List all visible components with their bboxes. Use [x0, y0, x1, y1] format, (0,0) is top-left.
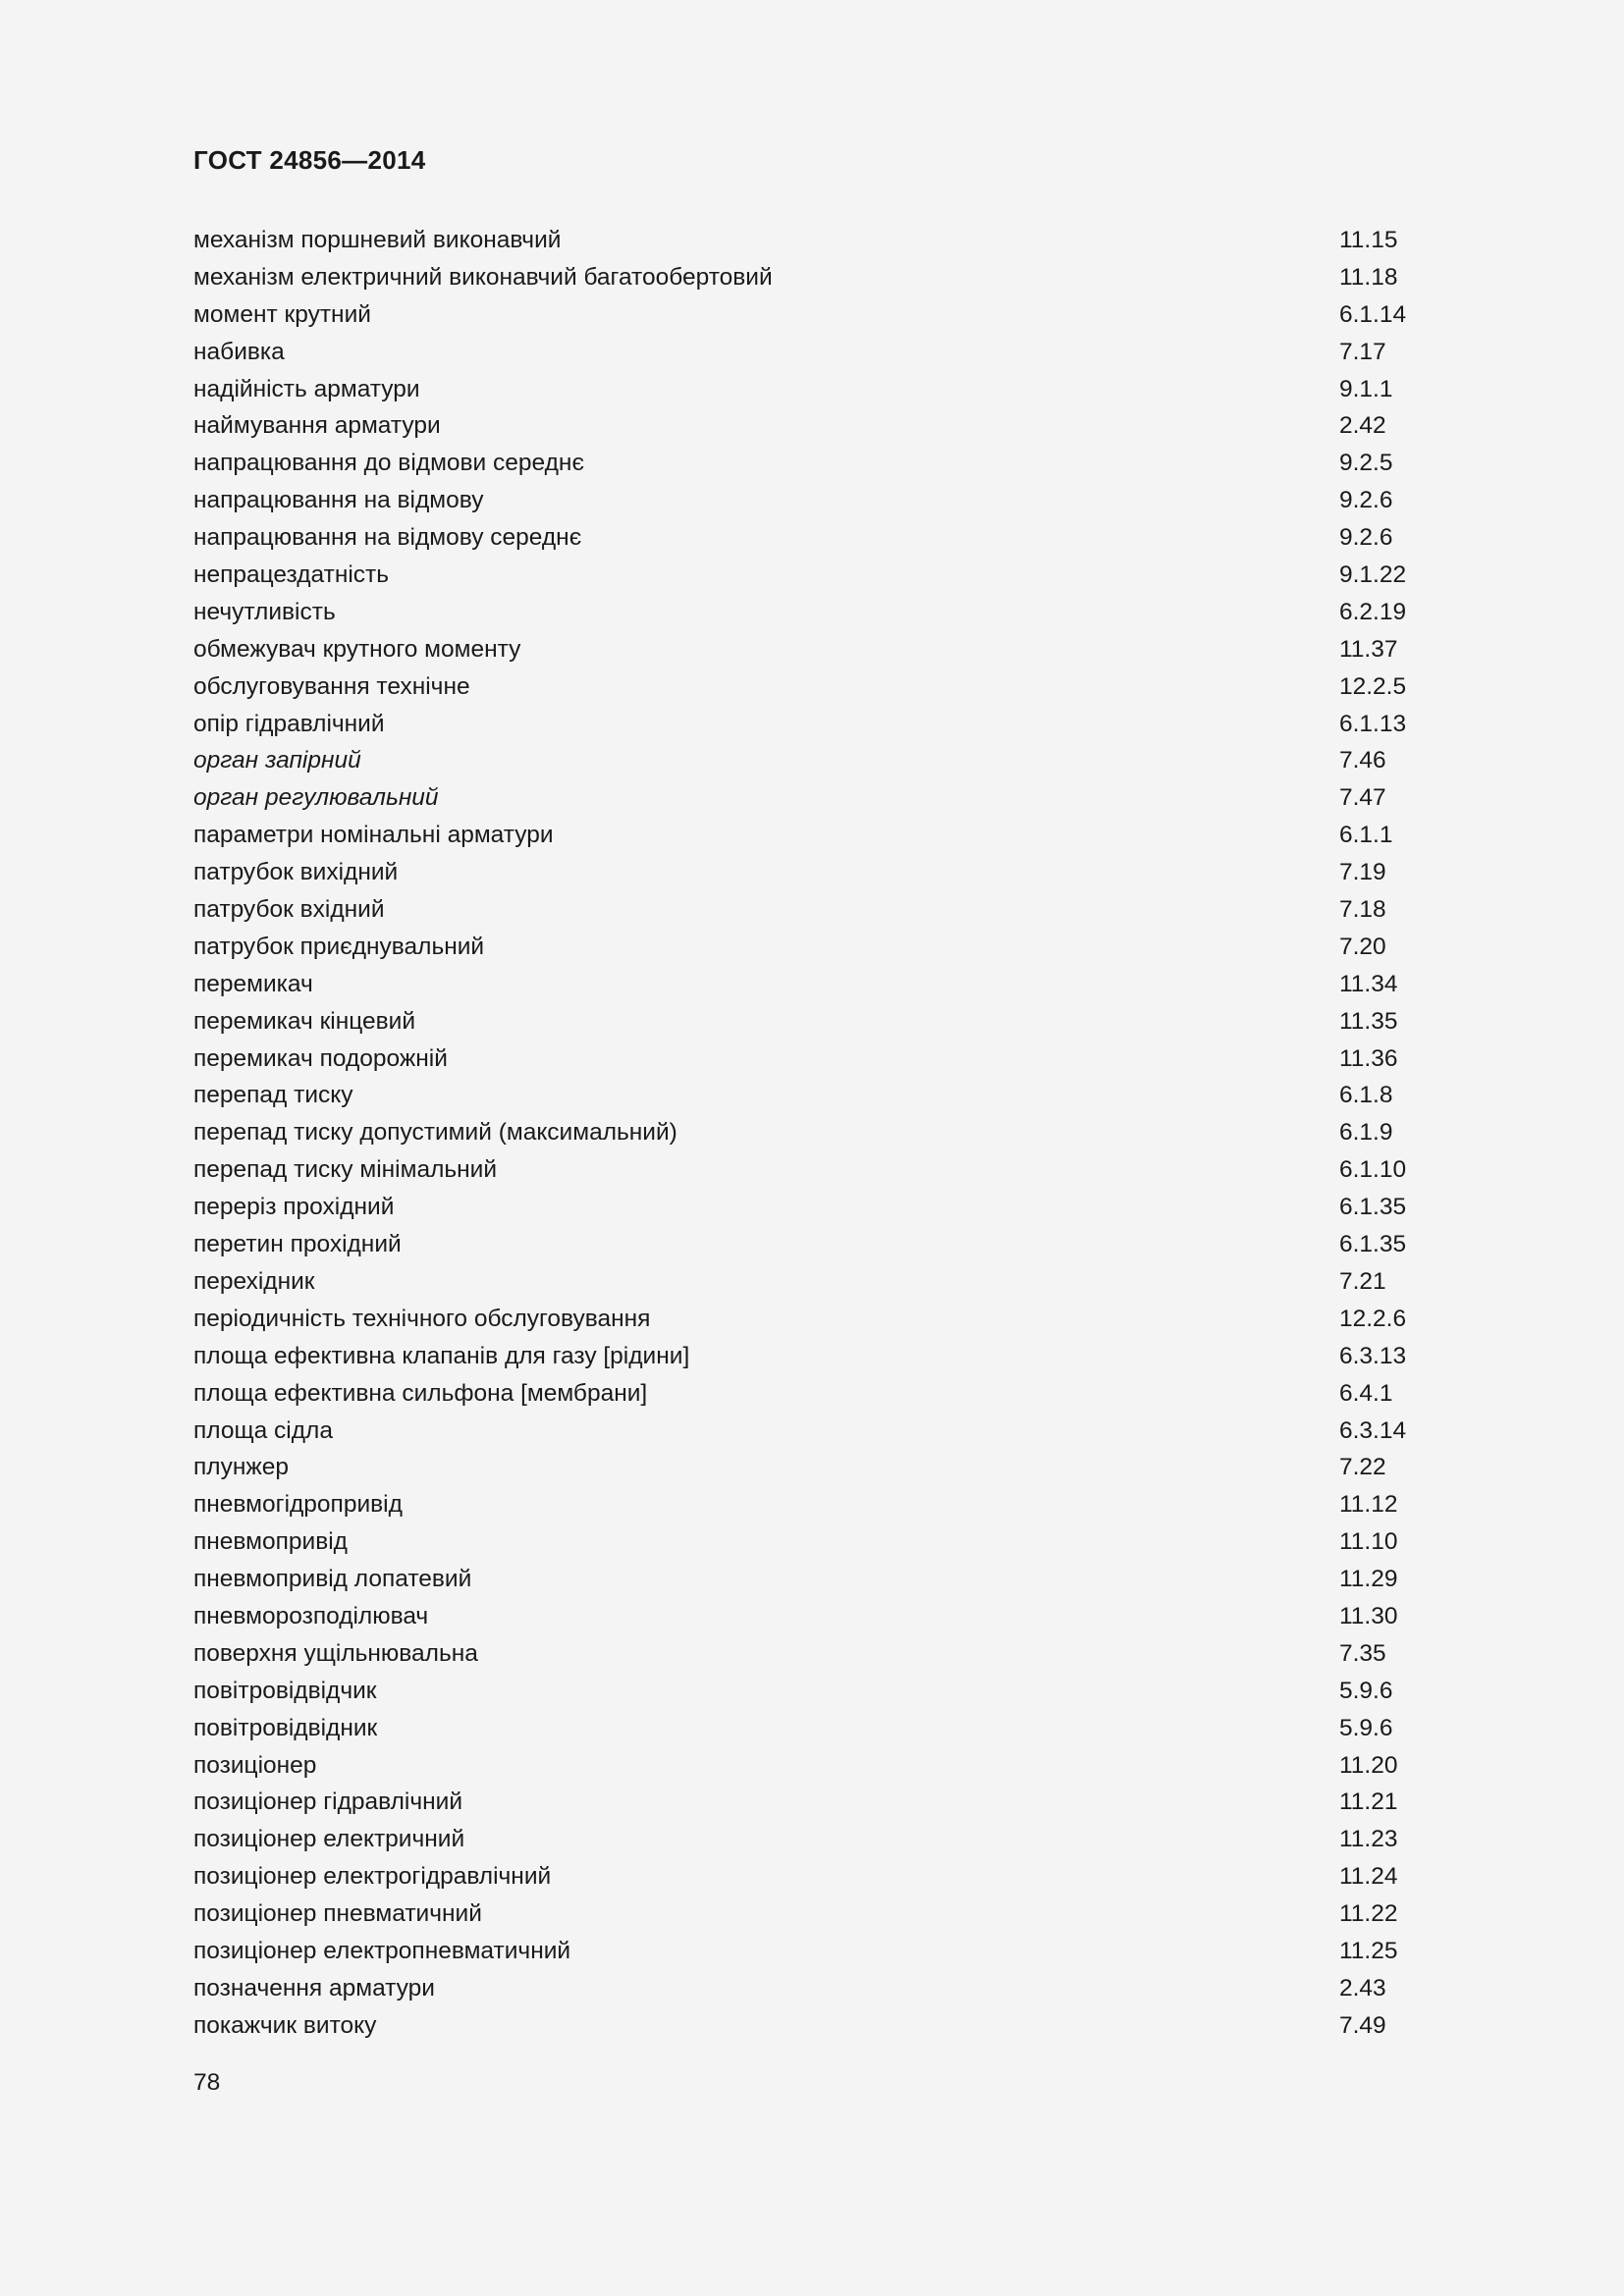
index-term: позиціонер гідравлічний	[193, 1789, 463, 1816]
section-reference: 5.9.6	[1339, 1677, 1393, 1704]
index-entry	[193, 891, 1431, 929]
index-entry	[193, 1077, 1431, 1114]
index-entry	[193, 706, 1431, 743]
section-reference: 7.19	[1339, 859, 1386, 886]
index-term: патрубок вхідний	[193, 896, 385, 924]
index-entry	[193, 1189, 1431, 1226]
index-term: позначення арматури	[193, 1974, 435, 2002]
section-reference: 11.25	[1339, 1937, 1398, 1964]
section-reference: 7.22	[1339, 1454, 1386, 1481]
index-entry	[193, 742, 1431, 779]
index-term: наймування арматури	[193, 412, 441, 440]
index-term: перетин прохідний	[193, 1231, 402, 1258]
section-reference: 9.1.22	[1339, 561, 1407, 589]
section-reference: 6.1.1	[1339, 822, 1393, 849]
index-entry	[193, 1598, 1431, 1635]
section-reference: 9.2.5	[1339, 450, 1393, 477]
section-reference: 11.10	[1339, 1528, 1398, 1556]
index-term: плунжер	[193, 1454, 289, 1481]
index-term: обслуговування технічне	[193, 672, 470, 700]
index-term: перемикач подорожній	[193, 1044, 448, 1072]
section-reference: 11.18	[1339, 263, 1398, 291]
index-term: покажчик витоку	[193, 2011, 377, 2039]
index-term: момент крутний	[193, 300, 371, 328]
index-entry	[193, 371, 1431, 408]
section-reference: 6.1.8	[1339, 1082, 1393, 1109]
index-entry	[193, 966, 1431, 1003]
index-term: напрацювання до відмови середнє	[193, 450, 584, 477]
section-reference: 11.30	[1339, 1602, 1398, 1629]
index-entry	[193, 334, 1431, 371]
index-entry	[193, 445, 1431, 482]
index-term: перемикач кінцевий	[193, 1007, 416, 1035]
index-entry	[193, 2007, 1431, 2045]
index-entry	[193, 1673, 1431, 1710]
index-entry	[193, 1375, 1431, 1413]
index-entry	[193, 259, 1431, 296]
index-term: механізм електричний виконавчий багатообертовий	[193, 263, 773, 291]
index-entry	[193, 1263, 1431, 1301]
section-reference: 6.1.35	[1339, 1231, 1407, 1258]
index-term: перепад тиску мінімальний	[193, 1156, 498, 1184]
index-term: обмежувач крутного моменту	[193, 635, 521, 663]
index-term: пневмопривід	[193, 1528, 348, 1556]
index-term: переріз прохідний	[193, 1194, 395, 1221]
index-entry	[193, 1003, 1431, 1041]
section-reference: 11.23	[1339, 1826, 1398, 1853]
index-term: напрацювання на відмову	[193, 487, 484, 514]
index-term: перехідник	[193, 1267, 315, 1295]
index-entry	[193, 594, 1431, 631]
section-reference: 9.2.6	[1339, 524, 1393, 552]
index-entry	[193, 929, 1431, 966]
section-reference: 6.1.9	[1339, 1119, 1393, 1147]
index-entry	[193, 668, 1431, 706]
section-reference: 6.4.1	[1339, 1379, 1393, 1407]
index-entry	[193, 1933, 1431, 1970]
page-number: 78	[193, 2069, 221, 2096]
section-reference: 6.1.13	[1339, 710, 1407, 737]
index-entry	[193, 1784, 1431, 1821]
index-entry	[193, 1151, 1431, 1189]
index-term: орган запірний	[193, 747, 361, 774]
section-reference: 6.1.35	[1339, 1194, 1407, 1221]
section-reference: 2.42	[1339, 412, 1386, 440]
section-reference: 7.35	[1339, 1639, 1386, 1667]
index-term: поверхня ущільнювальна	[193, 1639, 478, 1667]
index-term: періодичність технічного обслуговування	[193, 1305, 651, 1332]
index-entry	[193, 296, 1431, 334]
index-entry	[193, 1635, 1431, 1673]
section-reference: 11.36	[1339, 1044, 1398, 1072]
section-reference: 6.3.14	[1339, 1416, 1407, 1444]
section-reference: 7.18	[1339, 896, 1386, 924]
index-term: пневмогідропривід	[193, 1491, 403, 1519]
index-entry	[193, 519, 1431, 557]
index-term: площа ефективна клапанів для газу [рідини]	[193, 1342, 690, 1369]
index-term: позиціонер електрогідравлічний	[193, 1863, 552, 1891]
index-term: механізм поршневий виконавчий	[193, 227, 562, 253]
section-reference: 7.20	[1339, 933, 1386, 960]
section-reference: 7.17	[1339, 338, 1386, 365]
index-term: пневморозподілювач	[193, 1602, 429, 1629]
index-entry	[193, 1710, 1431, 1747]
index-term: патрубок вихідний	[193, 859, 399, 886]
index-entry	[193, 1114, 1431, 1151]
index-entry	[193, 1449, 1431, 1486]
index-term: перепад тиску	[193, 1082, 353, 1109]
section-reference: 12.2.5	[1339, 672, 1407, 700]
section-reference: 11.35	[1339, 1007, 1398, 1035]
section-reference: 11.12	[1339, 1491, 1398, 1519]
section-reference: 11.29	[1339, 1566, 1398, 1593]
section-reference: 9.2.6	[1339, 487, 1393, 514]
section-reference: 11.34	[1339, 970, 1398, 997]
index-entry	[193, 1896, 1431, 1933]
section-reference: 11.24	[1339, 1863, 1398, 1891]
index-term: пневмопривід лопатевий	[193, 1566, 472, 1593]
index-term: перемикач	[193, 970, 313, 997]
index-entry	[193, 817, 1431, 854]
section-reference: 11.22	[1339, 1900, 1398, 1928]
index-term: непрацездатність	[193, 561, 390, 589]
index-entry	[193, 1858, 1431, 1896]
section-reference: 2.43	[1339, 1974, 1386, 2002]
index-entry	[193, 1301, 1431, 1338]
index-entry	[193, 854, 1431, 891]
section-reference: 5.9.6	[1339, 1714, 1393, 1741]
index-entry	[193, 1226, 1431, 1263]
section-reference: 7.47	[1339, 784, 1386, 812]
index-entry	[193, 1747, 1431, 1785]
section-reference: 6.1.10	[1339, 1156, 1407, 1184]
index-term: опір гідравлічний	[193, 710, 385, 737]
section-reference: 12.2.6	[1339, 1305, 1407, 1332]
section-reference: 7.46	[1339, 747, 1386, 774]
index-term: параметри номінальні арматури	[193, 822, 554, 849]
index-entry	[193, 1413, 1431, 1450]
index-entry	[193, 1821, 1431, 1858]
section-reference: 6.1.14	[1339, 300, 1407, 328]
index-term: нечутливість	[193, 598, 336, 625]
index-entry	[193, 1561, 1431, 1598]
document-header: ГОСТ 24856—2014	[193, 145, 426, 175]
index-entry	[193, 1041, 1431, 1078]
index-term: позиціонер електропневматичний	[193, 1937, 571, 1964]
section-reference: 9.1.1	[1339, 375, 1393, 402]
section-reference: 11.20	[1339, 1751, 1398, 1779]
index-entry	[193, 1486, 1431, 1523]
section-reference: 7.21	[1339, 1267, 1386, 1295]
index-term: набивка	[193, 338, 285, 365]
index-entry	[193, 557, 1431, 594]
section-reference: 11.21	[1339, 1789, 1398, 1816]
index-term: орган регулювальний	[193, 784, 439, 812]
index-entry	[193, 222, 1431, 259]
section-reference: 11.37	[1339, 635, 1398, 663]
index-term: позиціонер пневматичний	[193, 1900, 482, 1928]
index-entry	[193, 482, 1431, 519]
index-entry	[193, 779, 1431, 817]
index-term: перепад тиску допустимий (максимальний)	[193, 1119, 677, 1147]
index-term: площа сідла	[193, 1416, 333, 1444]
index-term: патрубок приєднувальний	[193, 933, 485, 960]
index-entry	[193, 1970, 1431, 2007]
index-entry	[193, 1523, 1431, 1561]
index-term: позиціонер	[193, 1751, 317, 1779]
section-reference: 11.15	[1339, 227, 1398, 253]
index-entry	[193, 1338, 1431, 1375]
index-term: надійність арматури	[193, 375, 420, 402]
term-index-list	[193, 222, 1431, 2045]
section-reference: 6.2.19	[1339, 598, 1407, 625]
index-entry	[193, 407, 1431, 445]
section-reference: 6.3.13	[1339, 1342, 1407, 1369]
index-term: повітровідвідчик	[193, 1677, 377, 1704]
index-term: позиціонер електричний	[193, 1826, 465, 1853]
index-entry	[193, 631, 1431, 668]
index-term: площа ефективна сильфона [мембрани]	[193, 1379, 648, 1407]
section-reference: 7.49	[1339, 2011, 1386, 2039]
index-term: напрацювання на відмову середнє	[193, 524, 582, 552]
index-term: повітровідвідник	[193, 1714, 378, 1741]
